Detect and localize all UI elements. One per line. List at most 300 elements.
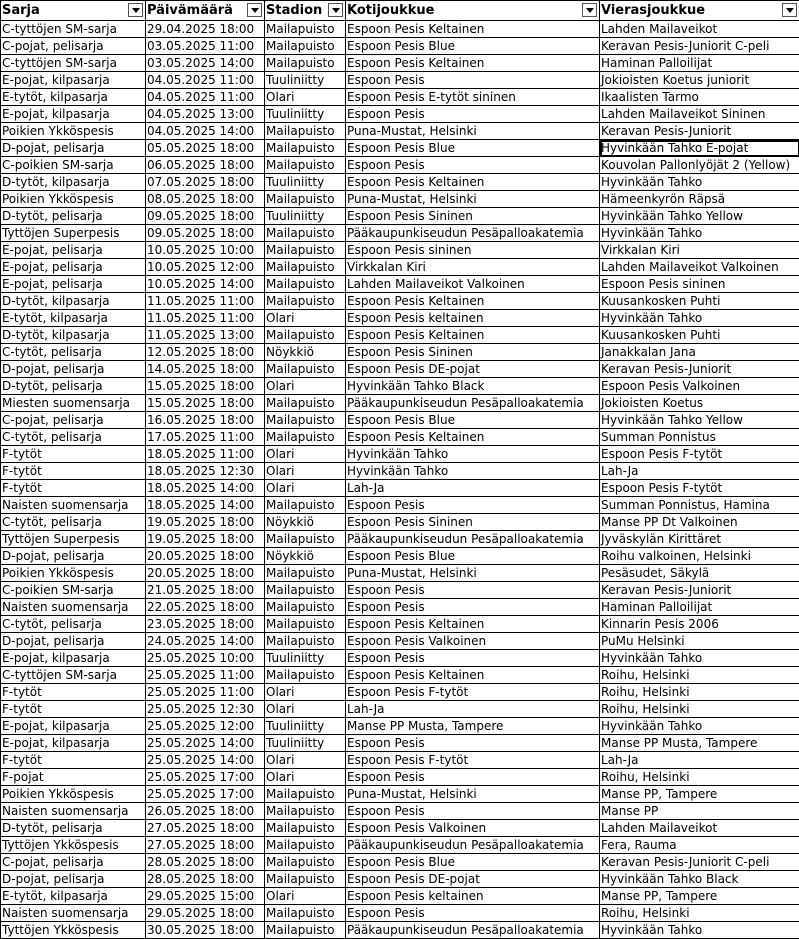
cell-paivamaara[interactable]: 17.05.2025 11:00 [146,429,265,446]
cell-vierasjoukkue[interactable]: Hyvinkään Tahko [600,718,799,735]
cell-kotijoukkue[interactable]: Pääkaupunkiseudun Pesäpalloakatemia [346,395,600,412]
cell-kotijoukkue[interactable]: Espoon Pesis [346,72,600,89]
cell-sarja[interactable]: C-tyttöjen SM-sarja [1,21,146,38]
cell-vierasjoukkue[interactable]: Hyvinkään Tahko Black [600,871,799,888]
table-row [1,38,799,55]
cell-stadion[interactable]: Tuuliniitty [265,718,346,735]
cell-sarja[interactable]: Tyttöjen Ykköspesis [1,837,146,854]
cell-vierasjoukkue[interactable]: Hyvinkään Tahko Yellow [600,208,799,225]
cell-kotijoukkue[interactable]: Espoon Pesis [346,735,600,752]
cell-sarja[interactable]: Naisten suomensarja [1,599,146,616]
cell-stadion[interactable]: Tuuliniitty [265,72,346,89]
cell-stadion[interactable]: Mailapuisto [265,259,346,276]
cell-kotijoukkue[interactable]: Pääkaupunkiseudun Pesäpalloakatemia [346,922,600,939]
cell-vierasjoukkue[interactable]: Hyvinkään Tahko [600,174,799,191]
cell-stadion[interactable]: Mailapuisto [265,191,346,208]
cell-sarja[interactable]: E-pojat, kilpasarja [1,718,146,735]
cell-kotijoukkue[interactable]: Espoon Pesis Keltainen [346,174,600,191]
cell-kotijoukkue[interactable]: Virkkalan Kiri [346,259,600,276]
cell-sarja[interactable]: D-pojat, pelisarja [1,633,146,650]
cell-sarja[interactable]: D-pojat, pelisarja [1,871,146,888]
cell-stadion[interactable]: Tuuliniitty [265,650,346,667]
cell-paivamaara[interactable]: 25.05.2025 10:00 [146,650,265,667]
cell-sarja[interactable]: Poikien Ykköspesis [1,123,146,140]
column-header-vierasjoukkue[interactable] [600,1,799,21]
cell-paivamaara[interactable]: 03.05.2025 14:00 [146,55,265,72]
cell-vierasjoukkue[interactable]: Lahden Mailaveikot Sininen [600,106,799,123]
cell-kotijoukkue[interactable]: Espoon Pesis keltainen [346,310,600,327]
cell-sarja[interactable]: F-tytöt [1,446,146,463]
cell-vierasjoukkue[interactable]: Hyvinkään Tahko [600,310,799,327]
cell-sarja[interactable]: C-tyttöjen SM-sarja [1,667,146,684]
table-row [1,55,799,72]
cell-vierasjoukkue[interactable]: Roihu, Helsinki [600,905,799,922]
cell-kotijoukkue[interactable]: Pääkaupunkiseudun Pesäpalloakatemia [346,837,600,854]
cell-kotijoukkue[interactable]: Pääkaupunkiseudun Pesäpalloakatemia [346,225,600,242]
cell-kotijoukkue[interactable]: Espoon Pesis Sininen [346,344,600,361]
cell-paivamaara[interactable]: 10.05.2025 10:00 [146,242,265,259]
cell-stadion[interactable]: Mailapuisto [265,123,346,140]
cell-paivamaara[interactable]: 18.05.2025 11:00 [146,446,265,463]
cell-kotijoukkue[interactable]: Hyvinkään Tahko [346,463,600,480]
filter-dropdown-button[interactable] [328,3,343,17]
cell-stadion[interactable]: Olari [265,752,346,769]
cell-paivamaara[interactable]: 04.05.2025 11:00 [146,89,265,106]
cell-kotijoukkue[interactable]: Espoon Pesis Sininen [346,514,600,531]
cell-kotijoukkue[interactable]: Espoon Pesis Keltainen [346,327,600,344]
cell-paivamaara[interactable]: 10.05.2025 14:00 [146,276,265,293]
cell-vierasjoukkue[interactable]: Janakkalan Jana [600,344,799,361]
cell-vierasjoukkue[interactable]: Summan Ponnistus [600,429,799,446]
cell-stadion[interactable]: Mailapuisto [265,905,346,922]
cell-kotijoukkue[interactable]: Hyvinkään Tahko Black [346,378,600,395]
dropdown-arrow-icon [332,8,340,13]
cell-kotijoukkue[interactable]: Espoon Pesis F-tytöt [346,684,600,701]
table-row [1,718,799,735]
cell-stadion[interactable]: Tuuliniitty [265,174,346,191]
cell-vierasjoukkue[interactable]: Keravan Pesis-Juniorit [600,582,799,599]
cell-vierasjoukkue[interactable]: Jyväskylän Kirittäret [600,531,799,548]
cell-paivamaara[interactable]: 25.05.2025 12:30 [146,701,265,718]
cell-stadion[interactable]: Olari [265,480,346,497]
cell-stadion[interactable]: Olari [265,769,346,786]
cell-stadion[interactable]: Mailapuisto [265,837,346,854]
filter-dropdown-button[interactable] [247,3,262,17]
cell-paivamaara[interactable]: 04.05.2025 11:00 [146,72,265,89]
cell-paivamaara[interactable]: 04.05.2025 13:00 [146,106,265,123]
cell-kotijoukkue[interactable]: Puna-Mustat, Helsinki [346,191,600,208]
cell-sarja[interactable]: F-tytöt [1,701,146,718]
cell-stadion[interactable]: Mailapuisto [265,140,346,157]
cell-kotijoukkue[interactable]: Espoon Pesis sininen [346,242,600,259]
cell-sarja[interactable]: F-tytöt [1,684,146,701]
cell-paivamaara[interactable]: 15.05.2025 18:00 [146,378,265,395]
column-header-stadion[interactable] [265,1,346,21]
cell-sarja[interactable]: E-pojat, pelisarja [1,259,146,276]
table-row [1,803,799,820]
cell-paivamaara[interactable]: 26.05.2025 18:00 [146,803,265,820]
cell-stadion[interactable]: Mailapuisto [265,293,346,310]
cell-vierasjoukkue[interactable]: Haminan Palloilijat [600,599,799,616]
cell-vierasjoukkue[interactable]: Pesäsudet, Säkylä [600,565,799,582]
cell-vierasjoukkue[interactable]: Lahden Mailaveikot Valkoinen [600,259,799,276]
cell-sarja[interactable]: Miesten suomensarja [1,395,146,412]
cell-vierasjoukkue[interactable]: Keravan Pesis-Juniorit [600,361,799,378]
cell-vierasjoukkue[interactable]: Fera, Rauma [600,837,799,854]
cell-paivamaara[interactable]: 28.05.2025 18:00 [146,871,265,888]
cell-kotijoukkue[interactable]: Espoon Pesis Blue [346,412,600,429]
cell-paivamaara[interactable]: 23.05.2025 18:00 [146,616,265,633]
cell-stadion[interactable]: Mailapuisto [265,429,346,446]
cell-kotijoukkue[interactable]: Lahden Mailaveikot Valkoinen [346,276,600,293]
cell-kotijoukkue[interactable]: Espoon Pesis [346,106,600,123]
cell-vierasjoukkue[interactable]: Espoon Pesis F-tytöt [600,480,799,497]
cell-stadion[interactable]: Mailapuisto [265,667,346,684]
cell-vierasjoukkue[interactable]: Roihu valkoinen, Helsinki [600,548,799,565]
cell-kotijoukkue[interactable]: Espoon Pesis DE-pojat [346,871,600,888]
cell-sarja[interactable]: E-pojat, pelisarja [1,242,146,259]
cell-sarja[interactable]: F-tytöt [1,480,146,497]
cell-sarja[interactable]: E-pojat, kilpasarja [1,106,146,123]
cell-kotijoukkue[interactable]: Pääkaupunkiseudun Pesäpalloakatemia [346,531,600,548]
cell-paivamaara[interactable]: 28.05.2025 18:00 [146,854,265,871]
cell-stadion[interactable]: Olari [265,888,346,905]
cell-kotijoukkue[interactable]: Espoon Pesis [346,599,600,616]
cell-stadion[interactable]: Mailapuisto [265,157,346,174]
header-row [1,1,799,21]
dropdown-arrow-icon [786,8,794,13]
cell-paivamaara[interactable]: 27.05.2025 18:00 [146,820,265,837]
cell-sarja[interactable]: C-poikien SM-sarja [1,582,146,599]
cell-stadion[interactable]: Mailapuisto [265,395,346,412]
cell-sarja[interactable]: Poikien Ykköspesis [1,191,146,208]
cell-paivamaara[interactable]: 30.05.2025 18:00 [146,922,265,939]
table-row [1,837,799,854]
cell-stadion[interactable]: Mailapuisto [265,412,346,429]
cell-vierasjoukkue[interactable]: Espoon Pesis sininen [600,276,799,293]
cell-stadion[interactable]: Mailapuisto [265,922,346,939]
column-header-kotijoukkue[interactable] [346,1,600,21]
cell-vierasjoukkue[interactable]: Manse PP Musta, Tampere [600,735,799,752]
cell-vierasjoukkue[interactable]: Virkkalan Kiri [600,242,799,259]
cell-sarja[interactable]: D-tytöt, kilpasarja [1,293,146,310]
cell-vierasjoukkue[interactable]: Manse PP, Tampere [600,888,799,905]
cell-sarja[interactable]: Tyttöjen Superpesis [1,531,146,548]
cell-sarja[interactable]: D-pojat, pelisarja [1,140,146,157]
table-row [1,259,799,276]
cell-stadion[interactable]: Nöykkiö [265,344,346,361]
cell-sarja[interactable]: F-pojat [1,769,146,786]
cell-vierasjoukkue[interactable]: Hyvinkään Tahko [600,650,799,667]
cell-stadion[interactable]: Mailapuisto [265,38,346,55]
cell-kotijoukkue[interactable]: Espoon Pesis [346,650,600,667]
cell-stadion[interactable]: Olari [265,463,346,480]
cell-stadion[interactable]: Olari [265,446,346,463]
cell-paivamaara[interactable]: 11.05.2025 11:00 [146,293,265,310]
cell-sarja[interactable]: E-pojat, kilpasarja [1,735,146,752]
cell-vierasjoukkue[interactable]: Haminan Palloilijat [600,55,799,72]
cell-sarja[interactable]: Naisten suomensarja [1,905,146,922]
cell-sarja[interactable]: D-tytöt, kilpasarja [1,174,146,191]
cell-paivamaara[interactable]: 05.05.2025 18:00 [146,140,265,157]
table-row [1,123,799,140]
cell-sarja[interactable]: C-pojat, pelisarja [1,38,146,55]
cell-stadion[interactable]: Mailapuisto [265,497,346,514]
cell-kotijoukkue[interactable]: Lah-Ja [346,701,600,718]
cell-stadion[interactable]: Nöykkiö [265,548,346,565]
cell-stadion[interactable]: Tuuliniitty [265,735,346,752]
cell-kotijoukkue[interactable]: Puna-Mustat, Helsinki [346,565,600,582]
cell-paivamaara[interactable]: 20.05.2025 18:00 [146,565,265,582]
cell-vierasjoukkue[interactable]: Lahden Mailaveikot [600,820,799,837]
cell-vierasjoukkue[interactable]: Kuusankosken Puhti [600,327,799,344]
cell-paivamaara[interactable]: 22.05.2025 18:00 [146,599,265,616]
column-header-label: Sarja [2,2,40,20]
cell-vierasjoukkue[interactable]: Lah-Ja [600,463,799,480]
cell-kotijoukkue[interactable]: Espoon Pesis keltainen [346,888,600,905]
cell-sarja[interactable]: E-pojat, pelisarja [1,276,146,293]
cell-kotijoukkue[interactable]: Espoon Pesis [346,905,600,922]
cell-paivamaara[interactable]: 11.05.2025 11:00 [146,310,265,327]
cell-paivamaara[interactable]: 20.05.2025 18:00 [146,548,265,565]
cell-vierasjoukkue[interactable]: Roihu, Helsinki [600,667,799,684]
cell-paivamaara[interactable]: 25.05.2025 17:00 [146,786,265,803]
cell-stadion[interactable]: Mailapuisto [265,803,346,820]
cell-paivamaara[interactable]: 15.05.2025 18:00 [146,395,265,412]
cell-paivamaara[interactable]: 27.05.2025 18:00 [146,837,265,854]
cell-stadion[interactable]: Tuuliniitty [265,106,346,123]
cell-sarja[interactable]: D-pojat, pelisarja [1,548,146,565]
cell-vierasjoukkue[interactable]: Manse PP [600,803,799,820]
cell-vierasjoukkue[interactable]: Summan Ponnistus, Hamina [600,497,799,514]
cell-sarja[interactable]: C-tytöt, pelisarja [1,616,146,633]
column-header-sarja[interactable] [1,1,146,21]
cell-paivamaara[interactable]: 25.05.2025 11:00 [146,667,265,684]
cell-paivamaara[interactable]: 29.05.2025 15:00 [146,888,265,905]
cell-sarja[interactable]: C-pojat, pelisarja [1,412,146,429]
cell-sarja[interactable]: D-tytöt, pelisarja [1,208,146,225]
cell-sarja[interactable]: Naisten suomensarja [1,803,146,820]
table-row [1,701,799,718]
cell-kotijoukkue[interactable]: Espoon Pesis Blue [346,140,600,157]
column-header-paivamaara[interactable] [146,1,265,21]
cell-paivamaara[interactable]: 11.05.2025 13:00 [146,327,265,344]
cell-stadion[interactable]: Mailapuisto [265,786,346,803]
cell-sarja[interactable]: C-tytöt, pelisarja [1,429,146,446]
cell-paivamaara[interactable]: 18.05.2025 14:00 [146,480,265,497]
cell-paivamaara[interactable]: 06.05.2025 18:00 [146,157,265,174]
cell-paivamaara[interactable]: 18.05.2025 14:00 [146,497,265,514]
cell-sarja[interactable]: C-pojat, pelisarja [1,854,146,871]
cell-paivamaara[interactable]: 25.05.2025 17:00 [146,769,265,786]
cell-paivamaara[interactable]: 24.05.2025 14:00 [146,633,265,650]
cell-stadion[interactable]: Mailapuisto [265,820,346,837]
cell-vierasjoukkue[interactable]: Roihu, Helsinki [600,769,799,786]
cell-vierasjoukkue[interactable]: Manse PP, Tampere [600,786,799,803]
cell-paivamaara[interactable]: 19.05.2025 18:00 [146,514,265,531]
cell-vierasjoukkue[interactable]: Hyvinkään Tahko [600,225,799,242]
cell-kotijoukkue[interactable]: Espoon Pesis [346,582,600,599]
cell-paivamaara[interactable]: 14.05.2025 18:00 [146,361,265,378]
cell-paivamaara[interactable]: 08.05.2025 18:00 [146,191,265,208]
cell-paivamaara[interactable]: 10.05.2025 12:00 [146,259,265,276]
cell-sarja[interactable]: E-pojat, kilpasarja [1,650,146,667]
cell-sarja[interactable]: Poikien Ykköspesis [1,565,146,582]
cell-sarja[interactable]: Tyttöjen Superpesis [1,225,146,242]
cell-stadion[interactable]: Mailapuisto [265,565,346,582]
table-row [1,735,799,752]
cell-kotijoukkue[interactable]: Puna-Mustat, Helsinki [346,123,600,140]
cell-vierasjoukkue[interactable]: Keravan Pesis-Juniorit [600,123,799,140]
cell-paivamaara[interactable]: 09.05.2025 18:00 [146,208,265,225]
cell-vierasjoukkue[interactable]: Roihu, Helsinki [600,701,799,718]
cell-sarja[interactable]: C-tyttöjen SM-sarja [1,55,146,72]
cell-vierasjoukkue[interactable]: Hyvinkään Tahko E-pojat [600,140,799,157]
cell-sarja[interactable]: C-tytöt, pelisarja [1,344,146,361]
cell-paivamaara[interactable]: 04.05.2025 14:00 [146,123,265,140]
cell-vierasjoukkue[interactable]: Espoon Pesis Valkoinen [600,378,799,395]
cell-paivamaara[interactable]: 18.05.2025 12:30 [146,463,265,480]
cell-kotijoukkue[interactable]: Espoon Pesis Sininen [346,208,600,225]
cell-stadion[interactable]: Mailapuisto [265,242,346,259]
cell-sarja[interactable]: E-pojat, kilpasarja [1,72,146,89]
cell-stadion[interactable]: Mailapuisto [265,225,346,242]
cell-stadion[interactable]: Mailapuisto [265,582,346,599]
cell-kotijoukkue[interactable]: Puna-Mustat, Helsinki [346,786,600,803]
cell-stadion[interactable]: Mailapuisto [265,276,346,293]
column-header-label: Stadion [266,2,322,20]
cell-kotijoukkue[interactable]: Espoon Pesis Valkoinen [346,633,600,650]
cell-vierasjoukkue[interactable]: Jokioisten Koetus juniorit [600,72,799,89]
cell-kotijoukkue[interactable]: Espoon Pesis [346,769,600,786]
cell-sarja[interactable]: C-tytöt, pelisarja [1,514,146,531]
cell-stadion[interactable]: Mailapuisto [265,21,346,38]
cell-kotijoukkue[interactable]: Hyvinkään Tahko [346,446,600,463]
cell-kotijoukkue[interactable]: Espoon Pesis [346,803,600,820]
cell-sarja[interactable]: E-tytöt, kilpasarja [1,310,146,327]
cell-stadion[interactable]: Olari [265,310,346,327]
cell-vierasjoukkue[interactable]: Ikaalisten Tarmo [600,89,799,106]
cell-paivamaara[interactable]: 25.05.2025 14:00 [146,735,265,752]
cell-sarja[interactable]: F-tytöt [1,752,146,769]
cell-stadion[interactable]: Olari [265,89,346,106]
table-row [1,21,799,38]
cell-paivamaara[interactable]: 21.05.2025 18:00 [146,582,265,599]
cell-vierasjoukkue[interactable]: Roihu, Helsinki [600,684,799,701]
cell-stadion[interactable]: Mailapuisto [265,871,346,888]
filter-dropdown-button[interactable] [128,3,143,17]
cell-vierasjoukkue[interactable]: Kouvolan Pallonlyöjät 2 (Yellow) [600,157,799,174]
cell-kotijoukkue[interactable]: Espoon Pesis [346,497,600,514]
cell-paivamaara[interactable]: 03.05.2025 11:00 [146,38,265,55]
cell-stadion[interactable]: Mailapuisto [265,361,346,378]
cell-stadion[interactable]: Mailapuisto [265,854,346,871]
cell-vierasjoukkue[interactable]: Espoon Pesis F-tytöt [600,446,799,463]
table-row [1,395,799,412]
table-row [1,276,799,293]
cell-kotijoukkue[interactable]: Espoon Pesis Blue [346,854,600,871]
cell-vierasjoukkue[interactable]: Keravan Pesis-Juniorit C-peli [600,38,799,55]
cell-paivamaara[interactable]: 25.05.2025 12:00 [146,718,265,735]
cell-kotijoukkue[interactable]: Lah-Ja [346,480,600,497]
cell-kotijoukkue[interactable]: Espoon Pesis Valkoinen [346,820,600,837]
cell-kotijoukkue[interactable]: Espoon Pesis Keltainen [346,293,600,310]
cell-stadion[interactable]: Mailapuisto [265,616,346,633]
cell-paivamaara[interactable]: 07.05.2025 18:00 [146,174,265,191]
table-row [1,463,799,480]
cell-paivamaara[interactable]: 16.05.2025 18:00 [146,412,265,429]
cell-kotijoukkue[interactable]: Espoon Pesis [346,157,600,174]
cell-vierasjoukkue[interactable]: Kinnarin Pesis 2006 [600,616,799,633]
cell-paivamaara[interactable]: 19.05.2025 18:00 [146,531,265,548]
cell-kotijoukkue[interactable]: Espoon Pesis Blue [346,38,600,55]
cell-vierasjoukkue[interactable]: Manse PP Dt Valkoinen [600,514,799,531]
cell-kotijoukkue[interactable]: Espoon Pesis F-tytöt [346,752,600,769]
cell-kotijoukkue[interactable]: Manse PP Musta, Tampere [346,718,600,735]
cell-sarja[interactable]: D-pojat, pelisarja [1,361,146,378]
cell-vierasjoukkue[interactable]: PuMu Helsinki [600,633,799,650]
cell-sarja[interactable]: Naisten suomensarja [1,497,146,514]
cell-stadion[interactable]: Olari [265,701,346,718]
cell-sarja[interactable]: F-tytöt [1,463,146,480]
cell-vierasjoukkue[interactable]: Kuusankosken Puhti [600,293,799,310]
cell-kotijoukkue[interactable]: Espoon Pesis Keltainen [346,616,600,633]
cell-sarja[interactable]: Poikien Ykköspesis [1,786,146,803]
cell-vierasjoukkue[interactable]: Hyvinkään Tahko [600,922,799,939]
cell-paivamaara[interactable]: 29.05.2025 18:00 [146,905,265,922]
cell-stadion[interactable]: Mailapuisto [265,633,346,650]
cell-kotijoukkue[interactable]: Espoon Pesis Keltainen [346,55,600,72]
filter-dropdown-button[interactable] [582,3,597,17]
cell-paivamaara[interactable]: 12.05.2025 18:00 [146,344,265,361]
cell-kotijoukkue[interactable]: Espoon Pesis Keltainen [346,667,600,684]
cell-stadion[interactable]: Mailapuisto [265,599,346,616]
table-row [1,769,799,786]
cell-vierasjoukkue[interactable]: Hämeenkyrön Räpsä [600,191,799,208]
cell-sarja[interactable]: C-poikien SM-sarja [1,157,146,174]
cell-sarja[interactable]: Tyttöjen Ykköspesis [1,922,146,939]
cell-sarja[interactable]: D-tytöt, kilpasarja [1,327,146,344]
cell-kotijoukkue[interactable]: Espoon Pesis Blue [346,548,600,565]
cell-sarja[interactable]: D-tytöt, pelisarja [1,378,146,395]
cell-stadion[interactable]: Nöykkiö [265,514,346,531]
cell-stadion[interactable]: Tuuliniitty [265,208,346,225]
cell-paivamaara[interactable]: 25.05.2025 14:00 [146,752,265,769]
cell-kotijoukkue[interactable]: Espoon Pesis DE-pojat [346,361,600,378]
cell-vierasjoukkue[interactable]: Lahden Mailaveikot [600,21,799,38]
cell-vierasjoukkue[interactable]: Keravan Pesis-Juniorit C-peli [600,854,799,871]
cell-vierasjoukkue[interactable]: Jokioisten Koetus [600,395,799,412]
cell-vierasjoukkue[interactable]: Hyvinkään Tahko Yellow [600,412,799,429]
cell-kotijoukkue[interactable]: Espoon Pesis E-tytöt sininen [346,89,600,106]
cell-kotijoukkue[interactable]: Espoon Pesis Keltainen [346,21,600,38]
cell-stadion[interactable]: Olari [265,378,346,395]
filter-dropdown-button[interactable] [782,3,797,17]
cell-stadion[interactable]: Mailapuisto [265,55,346,72]
cell-sarja[interactable]: E-tytöt, kilpasarja [1,888,146,905]
cell-stadion[interactable]: Mailapuisto [265,327,346,344]
cell-paivamaara[interactable]: 09.05.2025 18:00 [146,225,265,242]
cell-kotijoukkue[interactable]: Espoon Pesis Keltainen [346,429,600,446]
cell-sarja[interactable]: D-tytöt, pelisarja [1,820,146,837]
cell-stadion[interactable]: Mailapuisto [265,531,346,548]
table-row [1,429,799,446]
cell-paivamaara[interactable]: 29.04.2025 18:00 [146,21,265,38]
cell-vierasjoukkue[interactable]: Lah-Ja [600,752,799,769]
cell-sarja[interactable]: E-tytöt, kilpasarja [1,89,146,106]
cell-stadion[interactable]: Olari [265,684,346,701]
cell-paivamaara[interactable]: 25.05.2025 11:00 [146,684,265,701]
